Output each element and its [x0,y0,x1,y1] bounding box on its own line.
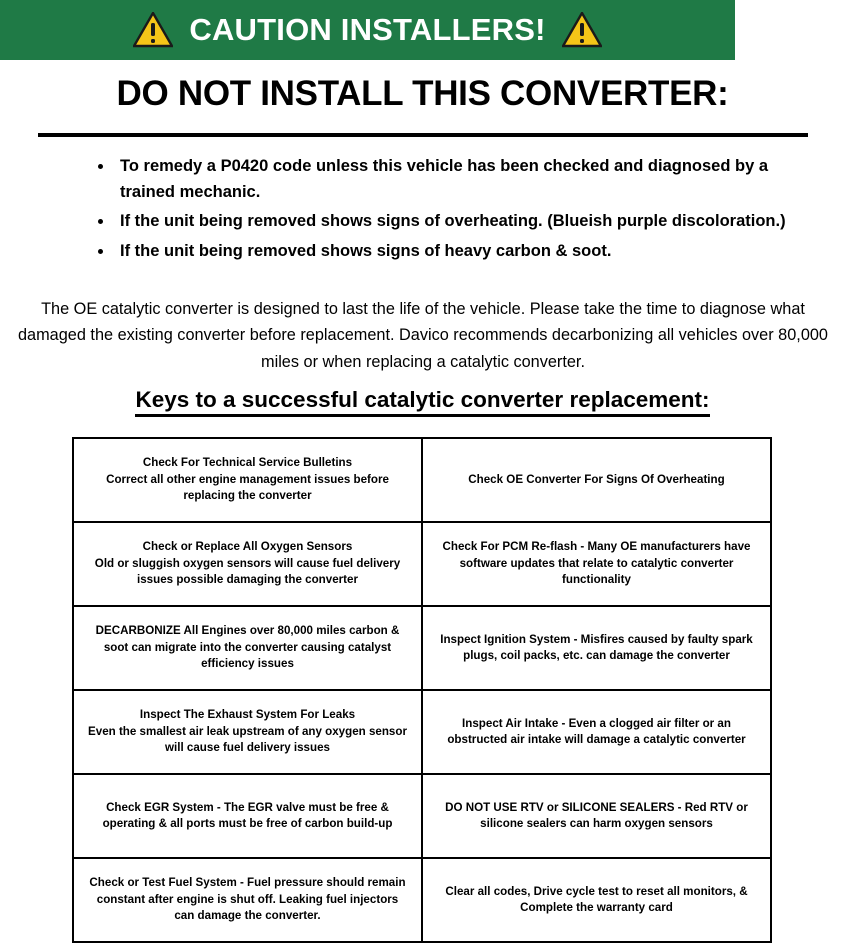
section-subtitle [0,387,845,413]
page-title: DO NOT INSTALL THIS CONVERTER: [116,74,729,113]
table-cell: Check For Technical Service Bulletins Correct all other engine management issues before replacing the converter [73,438,422,522]
table-cell: Inspect Air Intake - Even a clogged air filter or an obstructed air intake will damage a catalytic converter [422,690,771,774]
caution-banner-text: CAUTION INSTALLERS! [189,12,546,47]
table-cell: Check OE Converter For Signs Of Overheating [422,438,771,522]
table-row [73,438,771,522]
warning-triangle-icon [562,12,602,48]
horizontal-divider [38,133,808,137]
warning-triangle-icon [133,12,173,48]
table-cell: Check or Test Fuel System - Fuel pressure should remain constant after engine is shut off. Leaking fuel injectors can damage the converter. [73,858,422,942]
do-not-install-list [88,154,804,268]
table-cell: Inspect The Exhaust System For Leaks Even the smallest air leak upstream of any oxygen sensor will cause fuel delivery issues [73,690,422,774]
table-cell: Check EGR System - The EGR valve must be free & operating & all ports must be free of carbon build-up [73,774,422,858]
table-cell: Check or Replace All Oxygen Sensors Old or sluggish oxygen sensors will cause fuel delivery issues possible damaging the converter [73,522,422,606]
body-paragraph: The OE catalytic converter is designed to last the life of the vehicle. Please take the time to diagnose what damaged the existing converter before replacement. Davico recommends decarbonizing all vehicles over 80,000 miles or when replacing a catalytic converter. [18,300,828,371]
table-cell: Inspect Ignition System - Misfires caused by faulty spark plugs, coil packs, etc. can damage the converter [422,606,771,690]
table-row [73,774,771,858]
table-row [73,606,771,690]
list-item: • If the unit being removed shows signs of heavy carbon & soot. [114,239,804,265]
section-subtitle-text: Keys to a successful catalytic converter replacement: [135,387,709,417]
list-item: • If the unit being removed shows signs of overheating. (Blueish purple discoloration.) [114,209,804,235]
table-row [73,522,771,606]
table-cell: DO NOT USE RTV or SILICONE SEALERS - Red RTV or silicone sealers can harm oxygen sensors [422,774,771,858]
keys-table [72,437,772,943]
table-cell: Clear all codes, Drive cycle test to reset all monitors, & Complete the warranty card [422,858,771,942]
table-row [73,690,771,774]
table-cell: DECARBONIZE All Engines over 80,000 miles carbon & soot can migrate into the converter causing catalyst efficiency issues [73,606,422,690]
caution-banner [0,0,735,60]
table-row [73,858,771,942]
table-cell: Check For PCM Re-flash - Many OE manufacturers have software updates that relate to catalytic converter functionality [422,522,771,606]
list-item: • To remedy a P0420 code unless this vehicle has been checked and diagnosed by a trained mechanic. [114,154,804,205]
